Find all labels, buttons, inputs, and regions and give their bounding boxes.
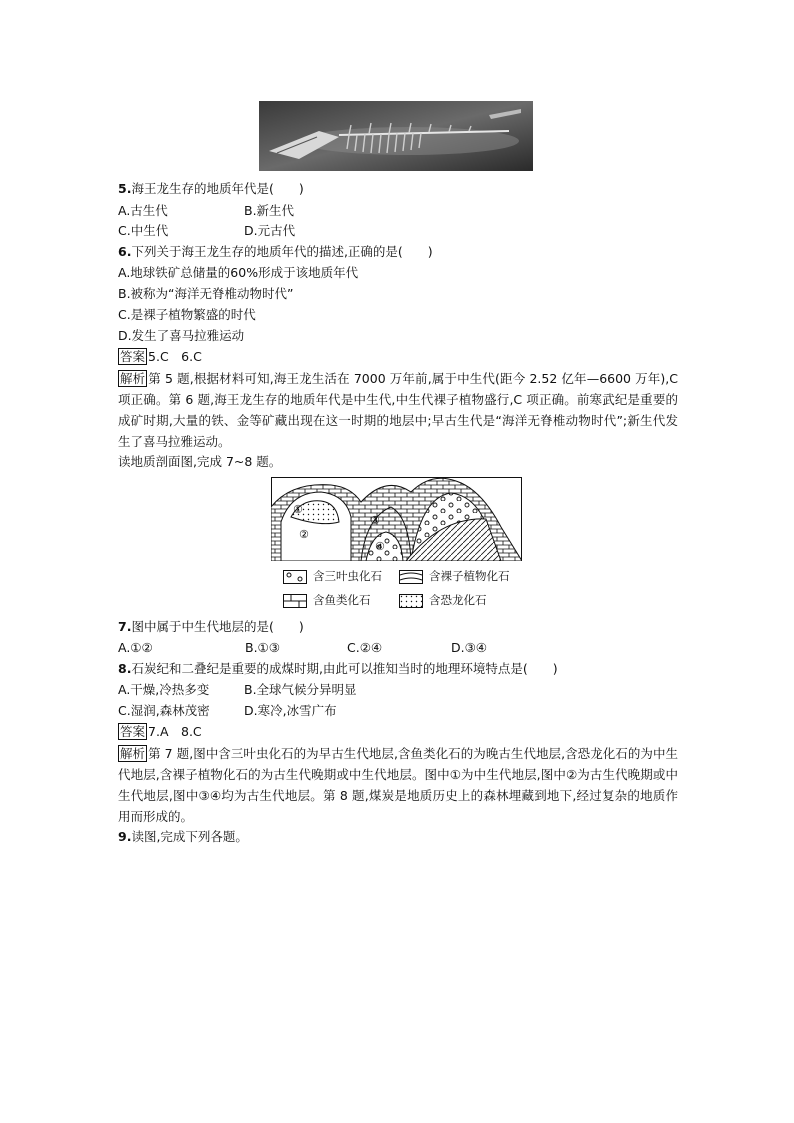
option-b: B.被称为“海洋无脊椎动物时代” [118,286,294,301]
option-d: D.元古代 [244,223,296,238]
option-b: B.新生代 [244,203,295,218]
analysis-block [118,743,678,827]
question-stem: 石炭纪和二叠纪是重要的成煤时期,由此可以推知当时的地理环境特点是( ) [131,661,558,676]
label-2: ② [299,528,309,541]
option-c: C.②④ [347,640,383,655]
mosasaur-fossil-photo [259,101,533,171]
question-8 [118,660,558,678]
question-number: 9. [118,829,132,844]
question-stem: 海王龙生存的地质年代是( ) [131,181,304,196]
option-b: B.全球气候分异明显 [244,682,357,697]
question-number: 5. [118,181,132,196]
option-row [118,681,357,699]
analysis-block [118,368,678,452]
label-3: ③ [370,514,380,527]
question-7 [118,618,304,636]
option-d: D.寒冷,冰雪广布 [244,703,337,718]
section-intro: 读地质剖面图,完成 7~8 题。 [118,454,282,469]
option-row [118,639,487,657]
question-5 [118,180,304,198]
option-b: B.①③ [245,640,280,655]
option-row [118,222,295,240]
legend-fish: 含鱼类化石 [313,593,371,607]
question-stem: 读图,完成下列各题。 [131,829,248,844]
dinosaur-swatch [399,594,423,608]
trilobite-swatch [283,570,307,584]
answer-tag: 答案 [120,724,146,739]
question-stem: 图中属于中生代地层的是( ) [131,619,304,634]
legend-trilobite: 含三叶虫化石 [313,569,382,583]
question-number: 6. [118,244,132,259]
question-stem: 下列关于海王龙生存的地质年代的描述,正确的是( ) [131,244,433,259]
question-number: 7. [118,619,132,634]
option-d: D.③④ [451,640,488,655]
option-d: D.发生了喜马拉雅运动 [118,328,245,343]
diagram-legend [283,568,523,612]
fish-swatch [283,594,307,608]
analysis-text: 第 5 题,根据材料可知,海王龙生活在 7000 万年前,属于中生代(距今 2.52 亿年—6600 万年),C 项正确。第 6 题,海王龙生存的地质年代是中生代,中生代裸子植物盛行,C 项正确。前寒武纪是重要的成矿时期,大量的铁、金等矿藏出现在这一时期的地层中;早古生代是“海洋无脊椎动物时代”;新生代发生了喜马拉雅运动。 [118,371,678,449]
option-row [118,702,337,720]
gymnosperm-swatch [399,570,423,584]
legend-gymnosperm: 含裸子植物化石 [429,569,510,583]
option-a: A.古生代 [118,203,168,218]
option-a: A.干燥,冷热多变 [118,682,210,697]
answer-text: 5.C 6.C [148,349,202,364]
question-number: 8. [118,661,132,676]
option-a: A.地球铁矿总储量的60%形成于该地质年代 [118,265,359,280]
analysis-tag: 解析 [120,746,146,761]
label-4: ④ [375,540,385,553]
option-c: C.湿润,森林茂密 [118,703,210,718]
analysis-text: 第 7 题,图中含三叶虫化石的为早古生代地层,含鱼类化石的为晚古生代地层,含恐龙化石的为中生代地层,含裸子植物化石的为古生代晚期或中生代地层。图中①为中生代地层,图中②为古生代晚期或中生代地层,图中③④均为古生代地层。第 8 题,煤炭是地质历史上的森林埋藏到地下,经过复杂的地质作用而形成的。 [118,746,678,824]
question-9 [118,828,248,846]
option-c: C.是裸子植物繁盛的时代 [118,307,256,322]
answer-tag: 答案 [120,349,146,364]
legend-dinosaur: 含恐龙化石 [429,593,487,607]
answer-block [118,348,202,366]
option-a: A.①② [118,640,153,655]
answer-block [118,723,202,741]
analysis-tag: 解析 [120,371,146,386]
option-c: C.中生代 [118,223,169,238]
question-6 [118,243,433,261]
option-row [118,202,294,220]
answer-text: 7.A 8.C [148,724,202,739]
label-1: ① [293,503,303,516]
geologic-section-diagram [271,477,522,561]
